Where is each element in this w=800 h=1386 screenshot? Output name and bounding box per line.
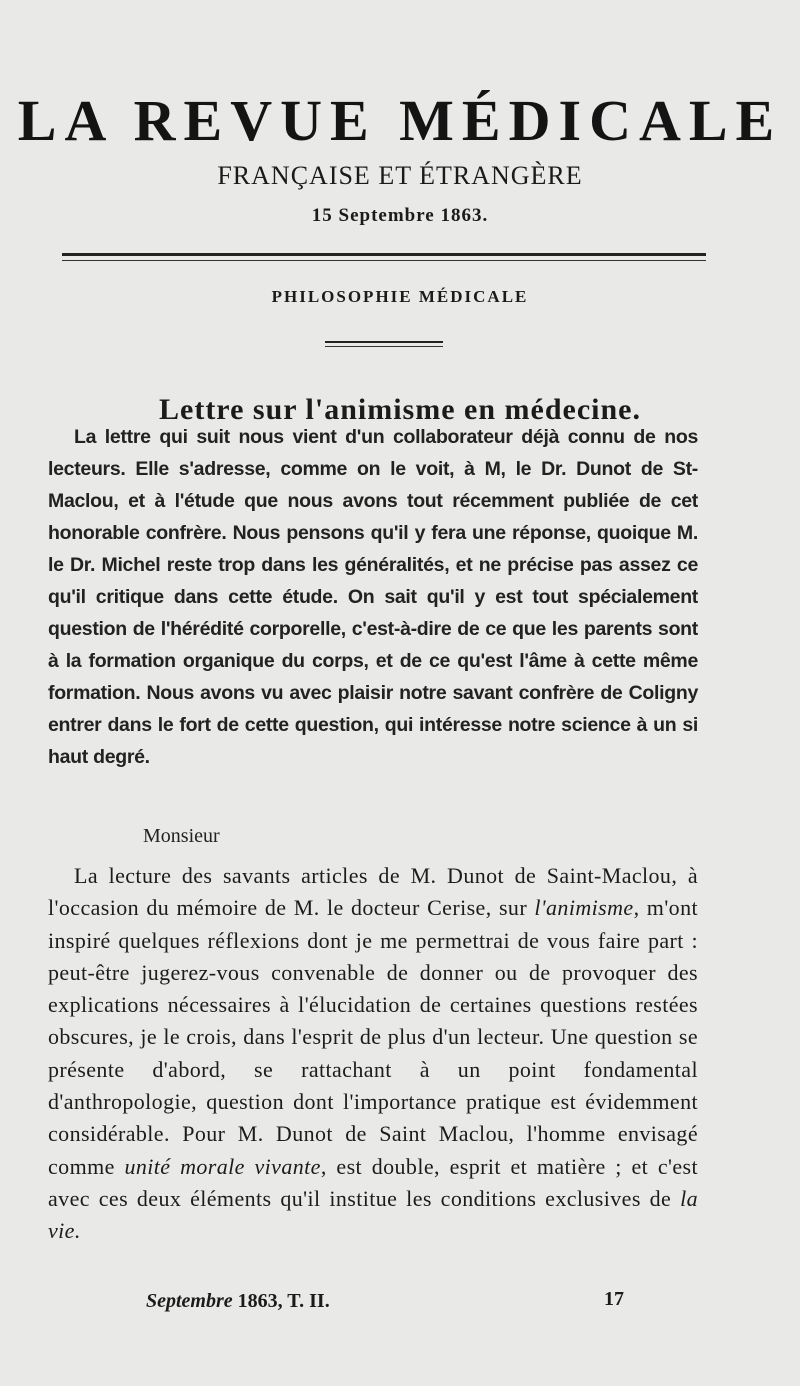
section-rule	[325, 341, 443, 347]
emphasis-la-vie: la vie.	[48, 1185, 698, 1244]
page-number: 17	[604, 1288, 624, 1310]
letter-salutation: Monsieur	[143, 825, 220, 847]
section-heading: PHILOSOPHIE MÉDICALE	[271, 287, 529, 306]
editorial-intro: La lettre qui suit nous vient d'un collaborateur déjà connu de nos lecteurs. Elle s'adresse, comme on le voit, à M, le Dr. Dunot de St-Maclou, et à l'étude que nous avons tout récemment publiée de cet honorable confrère. Nous pensons qu'il y fera une réponse, quoique M. le Dr. Michel reste trop dans les généralités, et ne précise pas assez ce qu'il critique dans cette étude. On sait qu'il y est tout spécialement question de l'hérédité corporelle, c'est-à-dire de ce que les parents sont à la formation organique du corps, et de ce qu'est l'âme à cette même formation. Nous avons vu avec plaisir notre savant confrère de Coligny entrer dans le fort de cette question, qui intéresse notre science à un si haut degré.	[48, 426, 698, 768]
letter-body: La lecture des savants articles de M. Dunot de Saint-Maclou, à l'occasion du mémoire de M. le docteur Cerise, sur l'animisme, m'ont inspiré quelques réflexions dont je me permettrai de vous faire part : peut-être jugerez-vous convenable de donner ou de provoquer des explications nécessaires à l'élucidation de certaines questions restées obscures, je le crois, dans l'esprit de plus d'un lecteur. Une question se présente d'abord, se rattachant à un point fondamental d'anthropologie, question dont l'importance pratique est évidemment considérable. Pour M. Dunot de Saint Maclou, l'homme envisagé comme unité morale vivante, est double, esprit et matière ; et c'est avec ces deux éléments qu'il institue les conditions exclusives de la vie.	[48, 863, 699, 1244]
issue-date: 15 Septembre 1863.	[311, 205, 489, 226]
emphasis-animisme: l'animisme	[534, 895, 634, 921]
footer-issue: Septembre 1863, T. II.	[146, 1290, 330, 1312]
emphasis-unite-morale: unité morale vivante	[124, 1153, 321, 1179]
masthead-title: LA REVUE MÉDICALE	[17, 88, 783, 153]
masthead-subtitle: FRANÇAISE ET ÉTRANGÈRE	[217, 161, 583, 190]
article-title: Lettre sur l'animisme en médecine.	[159, 393, 641, 426]
header-rule	[62, 253, 706, 261]
